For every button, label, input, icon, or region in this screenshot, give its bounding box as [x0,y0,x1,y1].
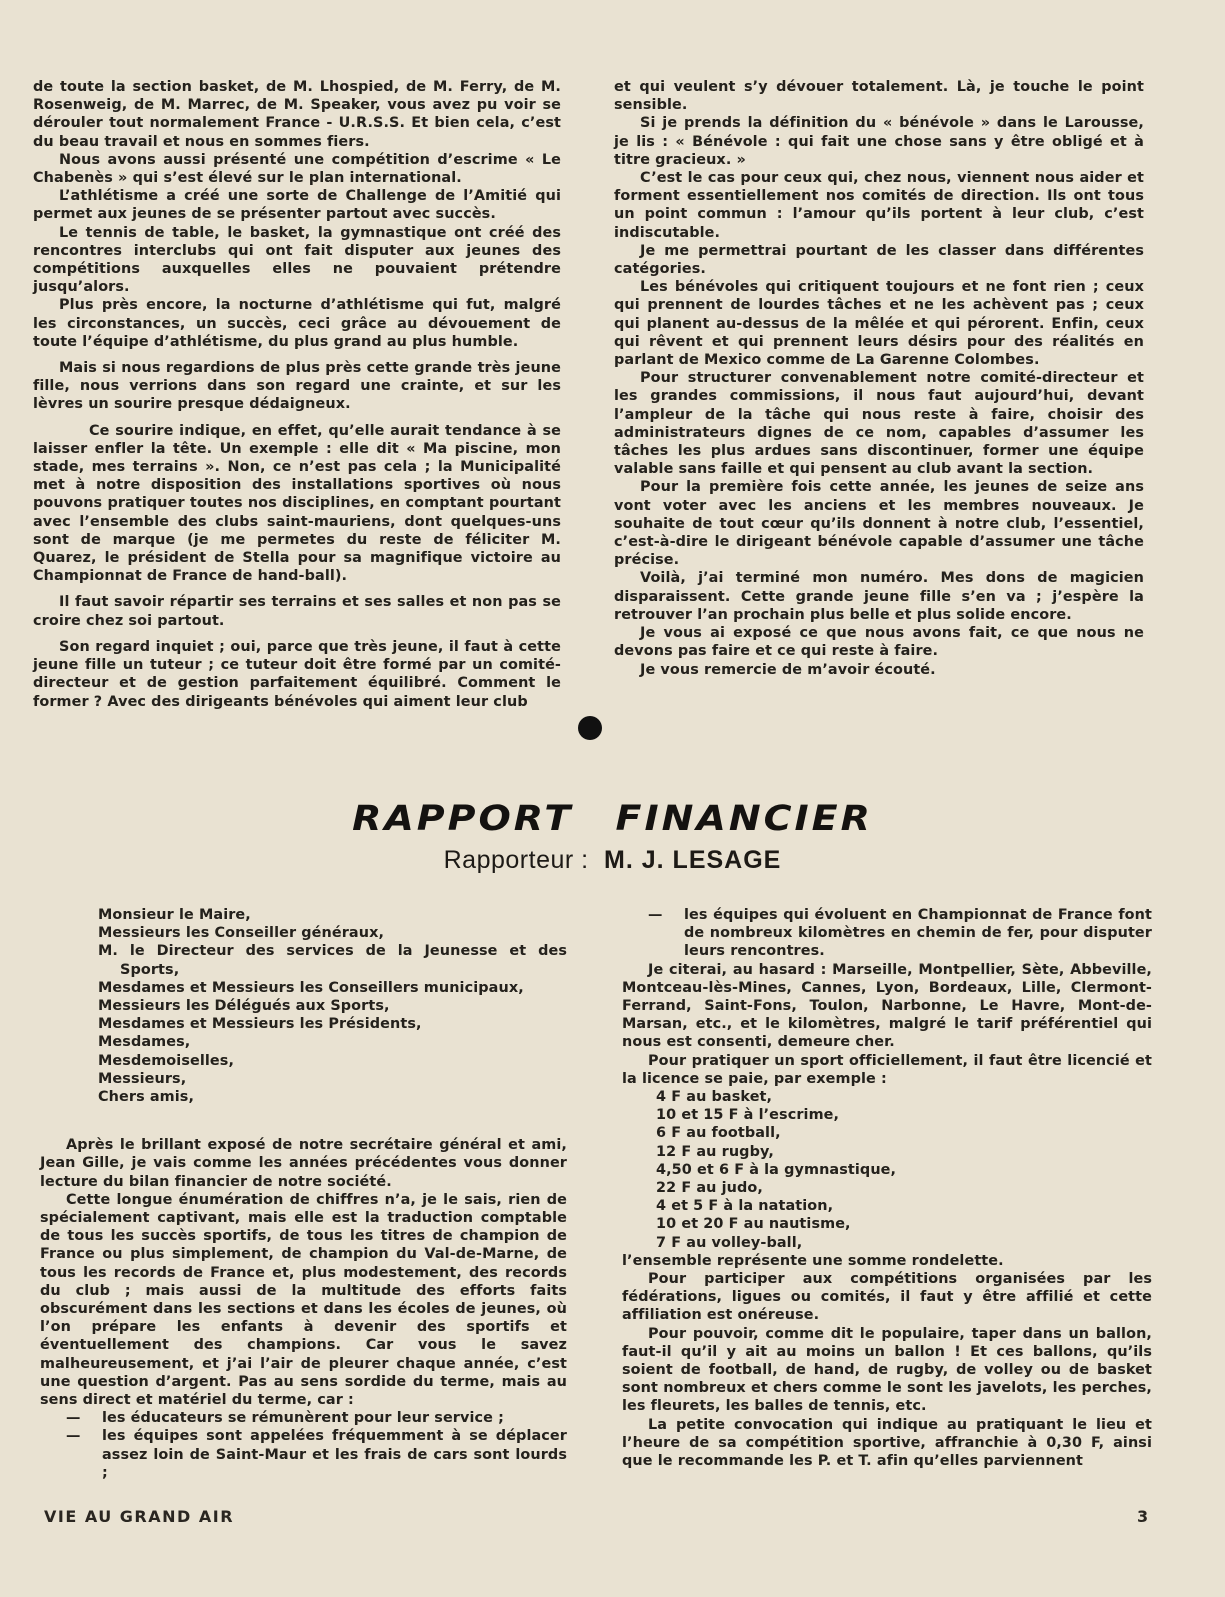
licence-price-list [622,1088,1152,1252]
bottom-left-column [40,906,567,1482]
paragraph: l’ensemble représente une somme rondelette. [622,1252,1004,1269]
paragraph: Je me permettrai pourtant de les classer dans différentes catégories. [614,242,1144,278]
dash-item [40,1409,567,1427]
dash-item [40,1427,567,1482]
paragraph: Je citerai, au hasard : Marseille, Montpellier, Sète, Abbeville, Montceau-lès-Mines, Cannes, Lyon, Bordeaux, Lille, Clermont-Ferrand, Saint-Fons, Toulon, Narbonne, Le Havre, Mont-de-Marsan, etc., et le kilomètres, malgré le tarif préférentiel qui nous est consenti, demeure cher. [622,961,1152,1051]
licence-price: 10 et 15 F à l’escrime, [656,1107,840,1124]
paragraph: Je vous remercie de m’avoir écouté. [640,661,936,678]
paragraph: et qui veulent s’y dévouer totalement. Là, je touche le point sensible. [614,79,1144,114]
dash-text: les équipes sont appelées fréquemment à se déplacer assez loin de Saint-Maur et les frais de cars sont lourds ; [102,1428,567,1481]
paragraph: Si je prends la définition du « bénévole » dans le Larousse, je lis : « Bénévole : qui fait une chose sans y être obligé et à titre gracieux. » [614,115,1144,168]
salutation-line: Mesdemoiselles, [98,1052,235,1069]
salutation-line: Chers amis, [98,1089,195,1106]
paragraph: C’est le cas pour ceux qui, chez nous, viennent nous aider et forment essentiellement nos comités de direction. Ils ont tous un point commun : l’amour qu’ils portent à leur club, c’est indiscutable. [614,170,1144,241]
paragraph: Les bénévoles qui critiquent toujours et ne font rien ; ceux qui prennent de lourdes tâches et ne les achèvent pas ; ceux qui planent au-dessus de la mêlée et qui pérorent. Enfin, ceux qui rêvent et qui prennent leurs désirs pour des réalités en parlant de Mexico comme de La Garenne Colombes. [614,279,1144,369]
paragraph: Pour structurer convenablement notre comité-directeur et les grandes commissions, il nous faut aujourd’hui, devant l’ampleur de la tâche qui nous reste à faire, choisir des administrateurs dignes de ce nom, capables d’assumer les tâches les plus ardues sans discontinuer, former une équipe valable sans faille et qui pensent au club avant la section. [614,370,1144,478]
licence-price: 12 F au rugby, [656,1143,774,1160]
paragraph: de toute la section basket, de M. Lhospied, de M. Ferry, de M. Rosenweig, de M. Marrec, de M. Speaker, vous avez pu voir se dérouler tout normalement France - U.R.S.S. Et bien cela, c’est du beau travail et nous en sommes fiers. [33,79,561,150]
paragraph: Le tennis de table, le basket, la gymnastique ont créé des rencontres interclubs qui ont fait disputer aux jeunes des compétitions auxquelles elles ne pouvaient prétendre jusqu’alors. [33,224,561,296]
rapporteur-label: Rapporteur : [443,846,589,874]
licence-price: 6 F au football, [656,1125,781,1142]
magazine-name: VIE AU GRAND AIR [44,1507,235,1526]
paragraph: Mais si nous regardions de plus près cette grande très jeune fille, nous verrions dans son regard une crainte, et sur les lèvres un sourire presque dédaigneux. [33,360,561,413]
salutation-line: Mesdames et Messieurs les Conseillers municipaux, [98,979,524,996]
paragraph: Je vous ai exposé ce que nous avons fait, ce que nous ne devons pas faire et ce qui reste à faire. [614,625,1144,660]
salutation-line: Messieurs les Conseiller généraux, [98,925,385,942]
dash-mark: — [66,1410,81,1427]
paragraph: Nous avons aussi présenté une compétition d’escrime « Le Chabenès » qui s’est élevé sur le plan international. [33,151,561,187]
dash-text: les éducateurs se rémunèrent pour leur service ; [102,1410,504,1427]
rapporteur-name: M. J. LESAGE [604,846,782,874]
paragraph: Son regard inquiet ; oui, parce que très jeune, il faut à cette jeune fille un tuteur ; ce tuteur doit être formé par un comité-directeur et de gestion parfaitement équilibré. Comment le former ? Avec des dirigeants bénévoles qui aiment leur club [33,638,561,710]
section-subtitle [0,846,1225,875]
paragraph: Plus près encore, la nocturne d’athlétisme qui fut, malgré les circonstances, un succès, ceci grâce au dévouement de toute l’équipe d’athlétisme, du plus grand au plus humble. [33,297,561,350]
salutation-line: Mesdames et Messieurs les Présidents, [98,1016,422,1033]
salutation-list [40,906,567,1106]
paragraph: L’athlétisme a créé une sorte de Challenge de l’Amitié qui permet aux jeunes de se présenter partout avec succès. [33,188,561,223]
top-right-column [614,78,1144,679]
licence-price: 4,50 et 6 F à la gymnastique, [656,1161,897,1178]
dash-text: les équipes qui évoluent en Championnat de France font de nombreux kilomètres en chemin de fer, pour disputer leurs rencontres. [684,907,1152,960]
paragraph: La petite convocation qui indique au pratiquant le lieu et l’heure de sa compétition sportive, affranchie à 0,30 F, ainsi que le recommande les P. et T. afin qu’elles parviennent [622,1416,1152,1470]
paragraph: Ce sourire indique, en effet, qu’elle aurait tendance à se laisser enfler la tête. Un exemple : elle dit « Ma piscine, mon stade, mes terrains ». Non, ce n’est pas cela ; la Municipalité met à notre disposition des installations sportives où nous pouvons pratiquer toutes nos disciplines, en comptant pourtant avec l’ensemble des clubs saint-mauriens, dont quelques-uns sont de marque (je me permetes du reste de féliciter M. Quarez, le président de Stella pour sa magnifique victoire au Championnat de France de hand-ball). [33,422,561,585]
licence-price: 4 F au basket, [656,1089,773,1106]
top-left-column [33,78,561,711]
paragraph: Pour pouvoir, comme dit le populaire, taper dans un ballon, faut-il qu’il y ait au moins un ballon ! Et ces ballons, qu’ils soient de football, de hand, de rugby, de volley ou de basket sont nombreux et chers comme le sont les javelots, les perches, les fleurets, les balles de tennis, etc. [622,1325,1152,1415]
paragraph: Voilà, j’ai terminé mon numéro. Mes dons de magicien disparaissent. Cette grande jeune fille s’en va ; j’espère la retrouver l’an prochain plus belle et plus solide encore. [614,570,1144,623]
dash-mark: — [66,1428,81,1445]
paragraph: Pour pratiquer un sport officiellement, il faut être licencié et la licence se paie, par exemple : [622,1052,1152,1087]
paragraph: Après le brillant exposé de notre secrétaire général et ami, Jean Gille, je vais comme les années précédentes vous donner lecture du bilan financier de notre société. [40,1137,567,1190]
bottom-right-column [622,906,1152,1470]
salutation-line: Monsieur le Maire, [98,907,251,923]
section-separator-dot [578,716,602,740]
page-number: 3 [1137,1507,1149,1526]
salutation-line: Messieurs, [98,1070,187,1087]
paragraph: Pour participer aux compétitions organisées par les fédérations, ligues ou comités, il faut y être affilié et cette affiliation est onéreuse. [622,1271,1152,1324]
licence-price: 22 F au judo, [656,1180,763,1197]
salutation-line: Mesdames, [98,1034,191,1051]
dash-item [622,906,1152,961]
section-title: RAPPORT FINANCIER [352,797,873,839]
licence-price: 4 et 5 F à la natation, [656,1198,834,1215]
dash-mark: — [648,907,663,923]
licence-price: 10 et 20 F au nautisme, [656,1216,851,1233]
paragraph: Il faut savoir répartir ses terrains et ses salles et non pas se croire chez soi partout. [33,594,561,629]
salutation-line: M. le Directeur des services de la Jeunesse et des Sports, [98,943,567,978]
paragraph: Cette longue énumération de chiffres n’a, je le sais, rien de spécialement captivant, mais elle est la traduction comptable de tous les succès sportifs, de tous les titres de champion de France ou plus simplement, de champion du Val-de-Marne, de tous les records de France et, plus modestement, des records du club ; mais aussi de la multitude des efforts faits obscurément dans les sections et dans les écoles de jeunes, où l’on prépare les enfants à devenir des sportifs et éventuellement des champions. Car vous le savez malheureusement, et j’ai l’air de pleurer chaque année, c’est une question d’argent. Pas au sens sordide du terme, mais au sens direct et matériel du terme, car : [40,1191,567,1409]
paragraph: Pour la première fois cette année, les jeunes de seize ans vont voter avec les anciens et les membres nouveaux. Je souhaite de tout cœur qu’ils donnent à notre club, l’essentiel, c’est-à-dire le dirigeant bénévole capable d’assumer une tâche précise. [614,479,1144,569]
licence-price: 7 F au volley-ball, [656,1234,803,1251]
salutation-line: Messieurs les Délégués aux Sports, [98,998,390,1015]
